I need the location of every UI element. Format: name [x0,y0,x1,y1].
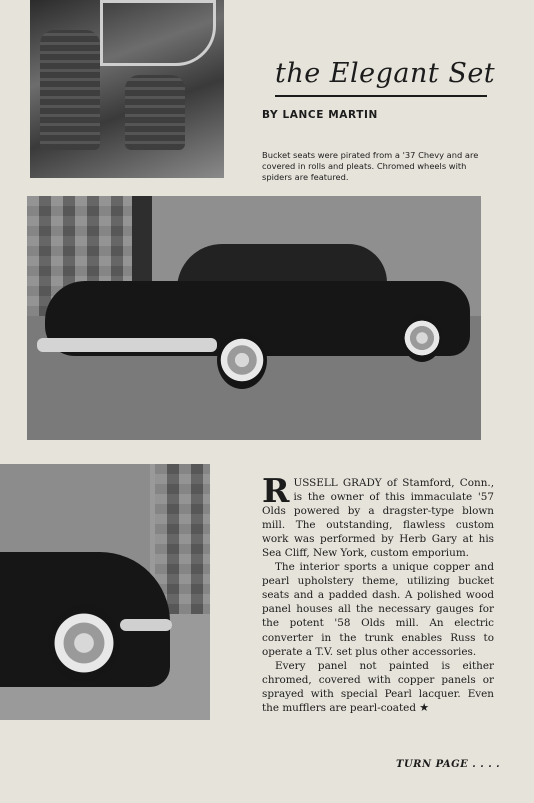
car-photo [27,196,481,440]
byline: BY LANCE MARTIN [262,109,378,121]
bucket-seat-left [40,30,100,150]
bucket-seat-right [125,75,185,150]
end-star-icon: ★ [419,700,430,714]
car-detail-photo [0,464,210,720]
front-bumper [120,619,172,631]
turn-page-label: TURN PAGE . . . . [396,759,501,770]
paragraph-1: RUSSELL GRADY of Stamford, Conn., is the owner of this immaculate '57 Olds powered by a dragster-type blown mill. The outstanding, flawless custom work was performed by Herb Gary at his Sea Cliff, New York, custom emporium. [262,471,494,560]
interior-photo [30,0,224,178]
rear-wheel [402,314,442,362]
article-title: the Elegant Set [275,58,496,89]
title-underline [275,95,487,97]
windshield-frame [100,0,216,66]
front-bumper [37,338,217,352]
photo-caption: Bucket seats were pirated from a '37 Chevy and are covered in rolls and pleats. Chromed wheels with spiders are featured. [262,150,479,182]
paragraph-2: The interior sports a unique copper and pearl upholstery theme, utilizing bucket seats and a padded dash. A polished wood panel houses all the necessary gauges for the potent '58 Olds mill. An electric converter in the trunk enables Russ to operate a T.V. set plus other accessories. [262,561,494,658]
paragraph-3: Every panel not painted is either chromed, covered with copper panels or sprayed with special Pearl lacquer. Even the mufflers are pearl-coated ★ [262,659,494,714]
article-body [262,471,494,715]
front-wheel [48,604,120,682]
front-wheel [217,331,267,389]
drop-cap: R [262,471,290,510]
